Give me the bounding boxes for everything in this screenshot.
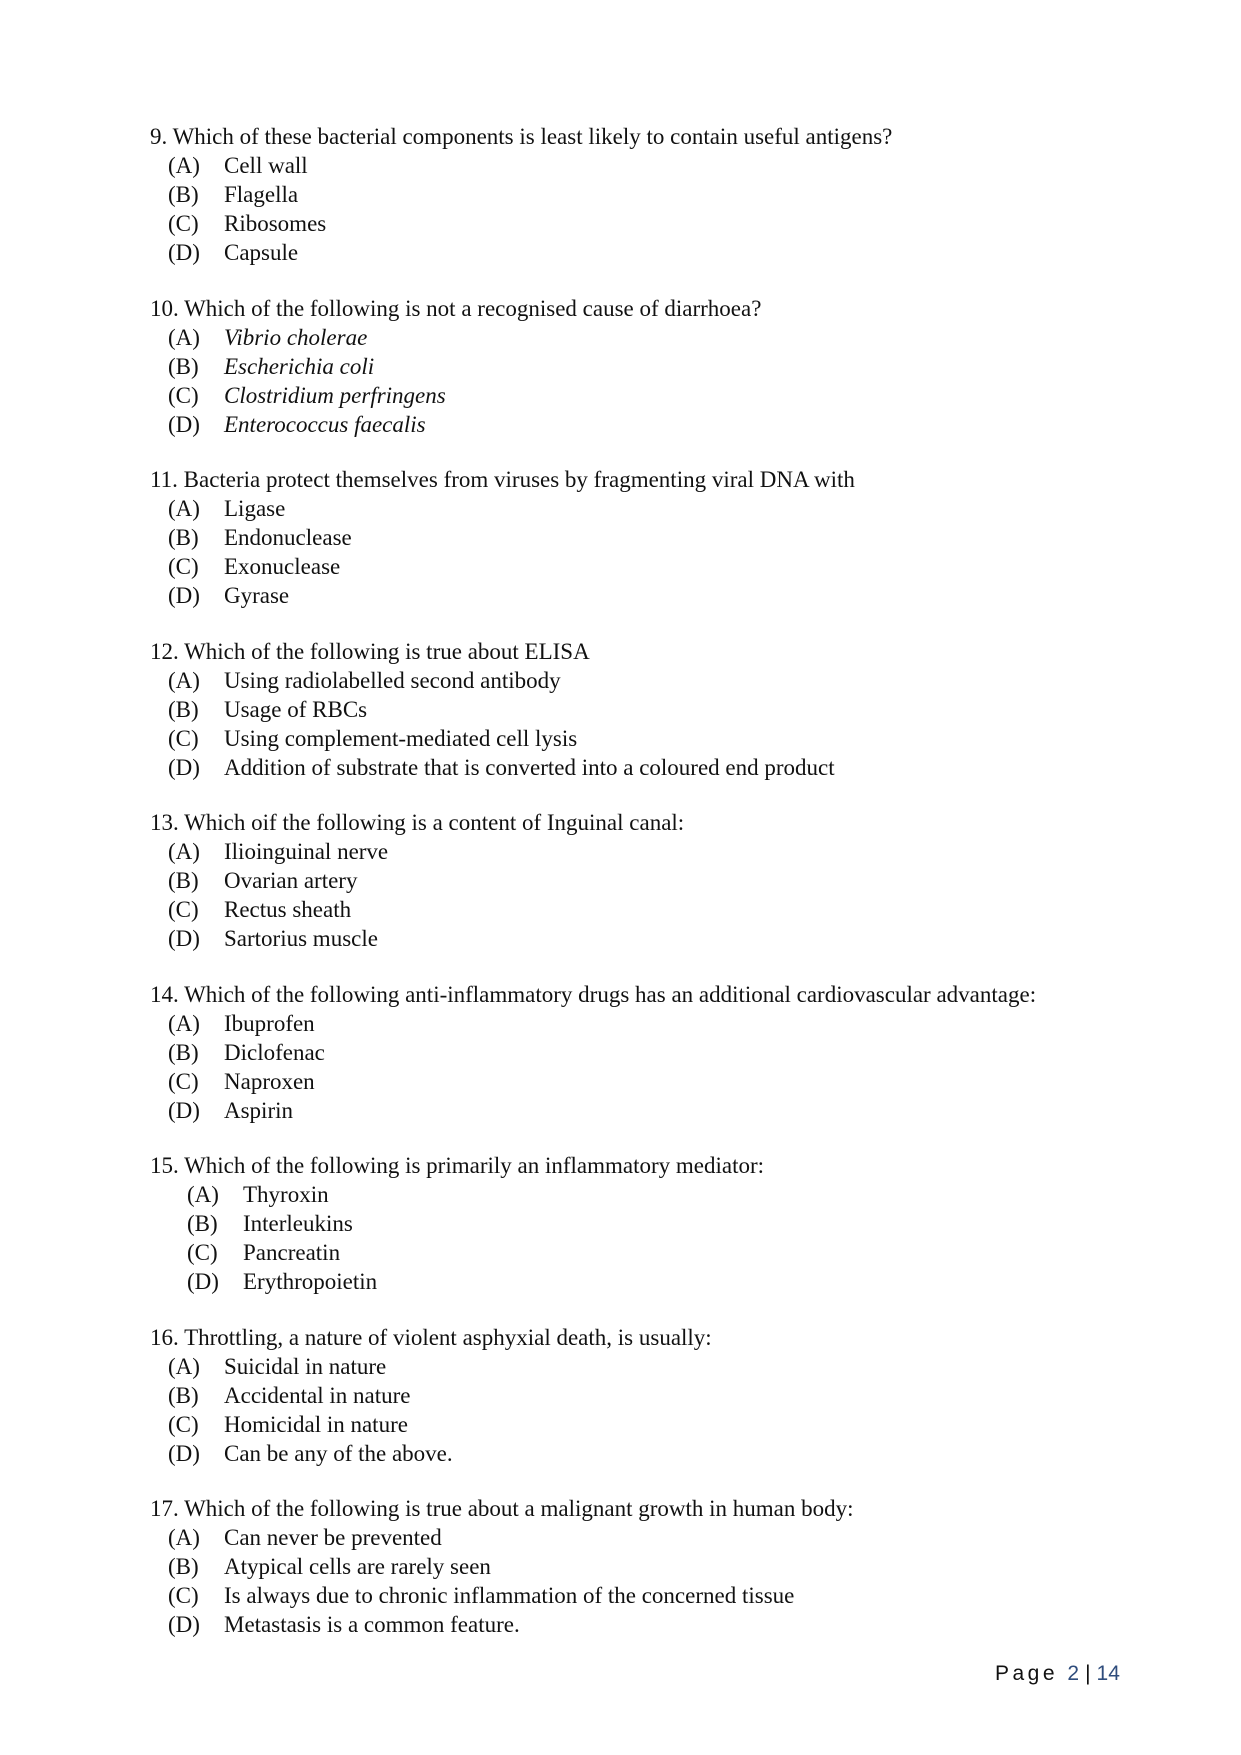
question-9	[150, 122, 1150, 267]
option-text: Rectus sheath	[224, 897, 352, 922]
option	[150, 753, 1150, 782]
option-text: Pancreatin	[243, 1240, 341, 1265]
option-letter: (A)	[168, 839, 200, 864]
option-text: Metastasis is a common feature.	[224, 1612, 520, 1637]
page-label: Page	[995, 1662, 1059, 1685]
option-letter: (A)	[168, 1353, 200, 1379]
page-footer	[995, 1662, 1120, 1686]
option-text: Vibrio cholerae	[224, 324, 368, 350]
page-total: 14	[1096, 1662, 1120, 1685]
option	[150, 924, 1150, 953]
option-letter: (B)	[168, 525, 199, 550]
option	[150, 494, 1150, 523]
option-text: Usage of RBCs	[224, 696, 368, 722]
option-text: Enterococcus faecalis	[224, 411, 426, 437]
option-letter: (B)	[168, 868, 199, 893]
option-letter: (C)	[168, 211, 199, 236]
option	[150, 1381, 1150, 1410]
option	[150, 209, 1150, 238]
option	[150, 695, 1150, 724]
option-text: Naproxen	[224, 1068, 315, 1094]
option	[150, 552, 1150, 581]
option	[150, 1352, 1150, 1381]
question-text: 9. Which of these bacterial components is least likely to contain useful antigens?	[150, 124, 893, 149]
option-letter: (D)	[168, 1097, 200, 1123]
question-text: 15. Which of the following is primarily an inflammatory mediator:	[150, 1153, 765, 1178]
question-text: 14. Which of the following anti-inflammatory drugs has an additional cardiovascular advantage:	[150, 981, 1037, 1007]
option-letter: (C)	[168, 554, 199, 579]
option-text: Interleukins	[243, 1211, 353, 1236]
option-text: Ligase	[224, 496, 286, 521]
option-letter: (D)	[168, 754, 200, 780]
question-text: 16. Throttling, a nature of violent asphyxial death, is usually:	[150, 1324, 712, 1350]
option-text: Gyrase	[224, 583, 290, 608]
option-text: Flagella	[224, 182, 299, 207]
question-10	[150, 294, 1150, 439]
option	[150, 1238, 1150, 1267]
option-text: Ilioinguinal nerve	[224, 839, 389, 864]
option-text: Erythropoietin	[243, 1269, 378, 1294]
question-text: 11. Bacteria protect themselves from viruses by fragmenting viral DNA with	[150, 467, 855, 492]
option-text: Is always due to chronic inflammation of the concerned tissue	[224, 1583, 795, 1608]
option	[150, 238, 1150, 267]
option	[150, 1038, 1150, 1067]
option-text: Ibuprofen	[224, 1010, 315, 1036]
option-letter: (B)	[168, 1554, 199, 1579]
question-15	[150, 1151, 1150, 1296]
question-12	[150, 637, 1150, 782]
option	[150, 724, 1150, 753]
option-letter: (B)	[168, 696, 199, 722]
option	[150, 895, 1150, 924]
option	[150, 1067, 1150, 1096]
option-letter: (A)	[168, 1010, 200, 1036]
page-separator: |	[1085, 1662, 1091, 1685]
question-17	[150, 1494, 1150, 1639]
option-letter: (C)	[168, 1411, 199, 1437]
option-letter: (B)	[168, 1039, 199, 1065]
option-letter: (D)	[168, 1612, 200, 1637]
option	[150, 837, 1150, 866]
option	[150, 1439, 1150, 1468]
option	[150, 1523, 1150, 1552]
option-letter: (D)	[168, 1440, 200, 1466]
option-letter: (B)	[168, 353, 199, 379]
option	[150, 1009, 1150, 1038]
option	[150, 1209, 1150, 1238]
option-letter: (B)	[187, 1211, 218, 1236]
option	[150, 1410, 1150, 1439]
option-text: Exonuclease	[224, 554, 341, 579]
option-letter: (C)	[168, 1583, 199, 1608]
option-letter: (D)	[168, 240, 200, 265]
option-letter: (A)	[168, 153, 200, 178]
option	[150, 1096, 1150, 1125]
option	[150, 1610, 1150, 1639]
option-letter: (D)	[168, 926, 200, 951]
question-11	[150, 465, 1150, 610]
question-text: 17. Which of the following is true about a malignant growth in human body:	[150, 1496, 854, 1521]
option	[150, 666, 1150, 695]
question-text: 12. Which of the following is true about ELISA	[150, 638, 590, 664]
option-text: Suicidal in nature	[224, 1353, 387, 1379]
option-text: Atypical cells are rarely seen	[224, 1554, 491, 1579]
option	[150, 381, 1150, 410]
option	[150, 323, 1150, 352]
option	[150, 523, 1150, 552]
option-text: Capsule	[224, 240, 299, 265]
option-text: Clostridium perfringens	[224, 382, 446, 408]
option	[150, 180, 1150, 209]
option-letter: (B)	[168, 182, 199, 207]
option-letter: (C)	[168, 725, 199, 751]
option-letter: (A)	[168, 1525, 200, 1550]
option	[150, 581, 1150, 610]
option-text: Thyroxin	[243, 1182, 329, 1207]
question-text: 10. Which of the following is not a recognised cause of diarrhoea?	[150, 295, 762, 321]
option-text: Using radiolabelled second antibody	[224, 667, 561, 693]
option	[150, 1267, 1150, 1296]
option-text: Using complement-mediated cell lysis	[224, 725, 578, 751]
page-number: 2	[1067, 1662, 1080, 1685]
option	[150, 352, 1150, 381]
option-text: Can never be prevented	[224, 1525, 442, 1550]
option-text: Ovarian artery	[224, 868, 358, 893]
option-letter: (A)	[168, 667, 200, 693]
option-letter: (A)	[168, 496, 200, 521]
option-text: Ribosomes	[224, 211, 327, 236]
option-text: Addition of substrate that is converted into a coloured end product	[224, 754, 835, 780]
option-letter: (D)	[168, 583, 200, 608]
option-text: Diclofenac	[224, 1039, 325, 1065]
option-text: Aspirin	[224, 1097, 293, 1123]
option-text: Cell wall	[224, 153, 308, 178]
option	[150, 1180, 1150, 1209]
question-13	[150, 808, 1150, 953]
option-text: Accidental in nature	[224, 1382, 411, 1408]
option-letter: (A)	[187, 1182, 219, 1207]
option-letter: (A)	[168, 324, 200, 350]
option-text: Sartorius muscle	[224, 926, 378, 951]
option-text: Can be any of the above.	[224, 1440, 453, 1466]
option	[150, 410, 1150, 439]
option-text: Endonuclease	[224, 525, 352, 550]
option-letter: (C)	[187, 1240, 218, 1265]
option-letter: (C)	[168, 1068, 199, 1094]
option-letter: (C)	[168, 382, 199, 408]
option-letter: (D)	[187, 1269, 219, 1294]
option-text: Escherichia coli	[224, 353, 375, 379]
option	[150, 151, 1150, 180]
question-14	[150, 980, 1150, 1125]
option	[150, 1581, 1150, 1610]
question-16	[150, 1323, 1150, 1468]
option	[150, 1552, 1150, 1581]
option-letter: (B)	[168, 1382, 199, 1408]
option-letter: (C)	[168, 897, 199, 922]
question-list	[150, 122, 1150, 1666]
option-text: Homicidal in nature	[224, 1411, 408, 1437]
option	[150, 866, 1150, 895]
option-letter: (D)	[168, 411, 200, 437]
question-text: 13. Which oif the following is a content of Inguinal canal:	[150, 810, 685, 835]
